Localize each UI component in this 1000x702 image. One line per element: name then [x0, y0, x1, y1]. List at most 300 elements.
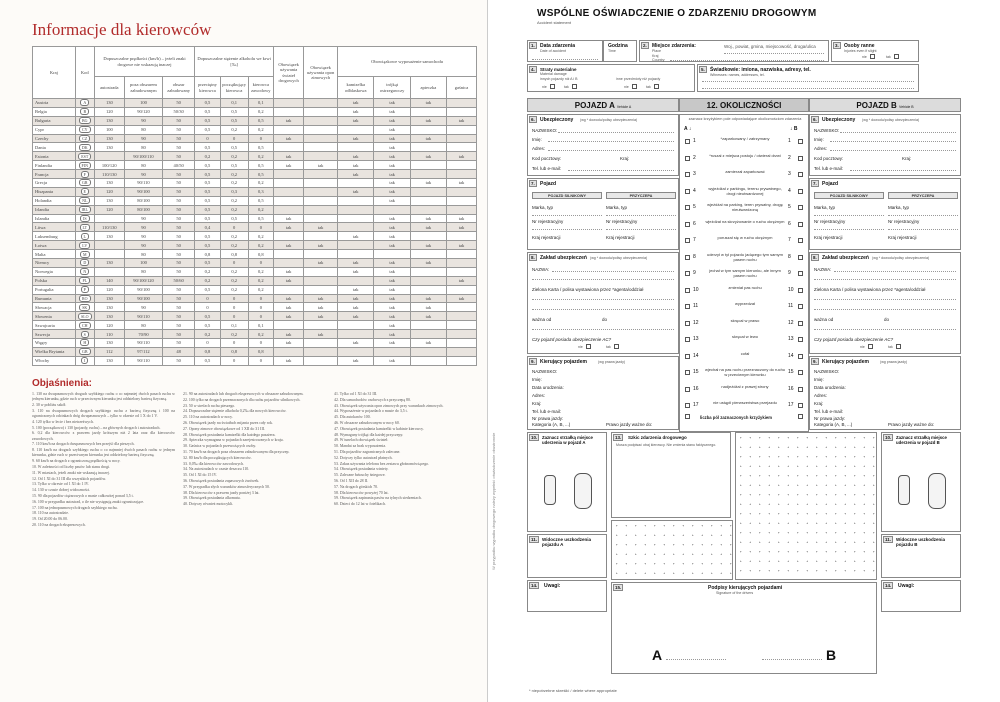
marka-label: Marka, typ — [814, 205, 836, 210]
signature-a-letter: A — [652, 647, 663, 663]
explanation-item: 7. 110 km/h na drogach dwupasmowych bez przejść dla pieszych. — [32, 442, 135, 447]
zielona-label: Zielona Karta / polisa wystawiona przez *agenta/oddział — [532, 287, 644, 292]
table-cell — [94, 250, 124, 259]
field-6a-insured[interactable] — [527, 114, 679, 176]
truck-outline-icon — [574, 473, 592, 509]
country-code-cell — [75, 170, 94, 179]
table-cell — [304, 250, 338, 259]
table-cell: 0 — [248, 312, 274, 321]
country-code: NL — [79, 197, 90, 204]
circumstance-text: jechał w tym samym kierunku, ale innym pasem ruchu — [709, 268, 781, 278]
field-number: 6. — [813, 117, 817, 122]
field-line — [532, 299, 674, 300]
table-cell: 50/30 — [163, 107, 195, 116]
table-cell: 0,2 — [220, 330, 248, 339]
circumstance-b-checkbox[interactable] — [798, 172, 803, 177]
table-cell: tak — [374, 99, 410, 108]
country-code: LV — [79, 242, 90, 249]
table-cell: tak — [338, 259, 374, 268]
th-equip-group: Obowiązkowe wyposażenie samochodu — [338, 47, 477, 77]
table-cell — [304, 347, 338, 356]
table-cell: tak — [274, 294, 304, 303]
table-cell: tak — [338, 187, 374, 196]
circumstance-a-checkbox[interactable] — [685, 139, 690, 144]
explanation-item: 9. 60 km/h na drogach z ograniczoną prędkością w nocy. — [32, 459, 121, 464]
signatures-sublabel: Signature of the drivers — [716, 591, 754, 595]
explanation-item: 37. W przypadku złych warunków atmosferycznych 50. — [183, 484, 270, 489]
tak-checkbox[interactable] — [896, 344, 901, 349]
circumstance-b-checkbox[interactable] — [798, 156, 803, 161]
country-code-cell — [75, 187, 94, 196]
field-2-country: Kraj — [652, 54, 659, 58]
explanation-item: 38. Dla kierowców z prawem jazdy poniżej 3 lat. — [183, 490, 260, 495]
field-9b-driver[interactable] — [809, 356, 961, 430]
table-cell: 110/130 — [94, 170, 124, 179]
table-cell: 50 — [163, 187, 195, 196]
table-cell: 120 — [94, 107, 124, 116]
page-title: Informacje dla kierowców — [32, 20, 212, 39]
tak-checkbox[interactable] — [654, 84, 659, 89]
country-code-cell — [75, 330, 94, 339]
table-cell — [304, 232, 338, 241]
table-cell: tak — [447, 241, 477, 250]
country-code-cell — [75, 321, 94, 330]
circumstance-a-checkbox[interactable] — [685, 304, 690, 309]
table-cell — [274, 170, 304, 179]
imie-label: Imię: — [814, 137, 824, 142]
field-9a-sublabel: (wg prawa jazdy) — [598, 360, 626, 364]
circumstance-number: 14 — [693, 352, 699, 359]
field-number: 11. — [531, 537, 538, 542]
explanations — [32, 392, 477, 696]
circumstance-b-checkbox[interactable] — [798, 222, 803, 227]
field-3-injuries[interactable] — [831, 40, 919, 62]
field-number: 8. — [813, 255, 817, 260]
field-line — [606, 215, 676, 216]
table-cell: 80/100 — [124, 196, 162, 205]
nr-rej-label: Nr rejestracyjny — [532, 219, 564, 224]
field-5-witnesses[interactable] — [697, 64, 919, 92]
table-cell: 80/100 — [124, 205, 162, 214]
explanations-column-2 — [183, 392, 326, 696]
table-cell: tak — [374, 339, 410, 348]
nazwisko-label: NAZWISKO: — [814, 128, 840, 133]
th-gasnica: gaśnica — [447, 77, 477, 99]
table-cell: 0,1 — [248, 99, 274, 108]
table-cell: 0,2 — [248, 107, 274, 116]
circumstance-a-checkbox[interactable] — [685, 255, 690, 260]
field-14b-notes[interactable] — [881, 580, 961, 612]
circumstance-row — [680, 350, 810, 366]
circumstance-number: 15 — [693, 369, 699, 375]
country-code: RO — [79, 295, 91, 302]
table-cell: tak — [374, 152, 410, 161]
country-code: P — [81, 286, 89, 293]
nie-checkbox[interactable] — [586, 344, 591, 349]
field-line — [814, 279, 956, 280]
table-cell: 0,1 — [220, 321, 248, 330]
sketch-area[interactable] — [611, 432, 877, 580]
tel-label: Tel. lub e-mail: — [532, 409, 562, 414]
circumstance-a-checkbox[interactable] — [685, 337, 690, 342]
country-name: Niemcy — [33, 259, 76, 268]
country-code-cell — [75, 134, 94, 143]
circumstance-number: 11 — [693, 303, 699, 309]
field-14a-notes[interactable] — [527, 580, 607, 612]
circumstance-b-checkbox[interactable] — [798, 403, 803, 408]
table-cell: 0,2 — [248, 285, 274, 294]
table-cell: 0,2 — [248, 330, 274, 339]
sketch-grid[interactable] — [735, 432, 877, 580]
field-4-damage[interactable] — [527, 64, 695, 92]
table-cell: 50 — [163, 134, 195, 143]
motor-vehicle-header: POJAZD SILNIKOWY — [814, 192, 884, 199]
table-cell: 80 — [124, 267, 162, 276]
circumstance-number: 6 — [788, 220, 791, 227]
circumstance-a-checkbox[interactable] — [685, 271, 690, 276]
circumstance-a-checkbox[interactable] — [685, 172, 690, 177]
circumstances-intro: zaznacz krzyżykiem pole odpowiadające okolicznościom zdarzenia — [688, 117, 802, 121]
explanation-item: 33. 0,0‰ dla kierowców zawodowych. — [183, 461, 245, 466]
circumstance-b-checkbox[interactable] — [798, 321, 803, 326]
field-7a-vehicle[interactable] — [527, 178, 679, 250]
country-code-cell — [75, 250, 94, 259]
table-cell: 50 — [163, 285, 195, 294]
circumstances-header — [679, 98, 809, 112]
table-cell: 90/110 — [124, 339, 162, 348]
country-code: EST — [78, 153, 91, 160]
field-10a-impact[interactable] — [527, 432, 607, 532]
table-cell — [447, 125, 477, 134]
table-cell — [304, 276, 338, 285]
circumstance-a-checkbox[interactable] — [685, 403, 690, 408]
table-cell: 0,5 — [195, 205, 221, 214]
table-cell: tak — [338, 303, 374, 312]
nie-checkbox[interactable] — [870, 54, 875, 59]
country-code: IS — [80, 215, 90, 222]
circumstance-b-checkbox[interactable] — [798, 370, 803, 375]
nazwisko-label: NAZWISKO: — [532, 369, 558, 374]
country-code-cell — [75, 107, 94, 116]
field-line — [724, 53, 824, 54]
country-code: CH — [79, 322, 91, 329]
table-cell: tak — [374, 294, 410, 303]
table-cell: 0 — [248, 134, 274, 143]
circumstance-text: *zaparkowany / zatrzymany — [720, 136, 770, 141]
wazna-label: ważna od — [814, 317, 834, 322]
circumstance-row — [680, 152, 810, 168]
field-8b-insurer[interactable] — [809, 252, 961, 354]
field-4-line1: innych pojazdy niż A i B — [540, 77, 578, 81]
field-6b-sublabel: (wg * dowodu/polisy ubezpieczenia) — [862, 118, 920, 122]
country-name: Słowenia — [33, 312, 76, 321]
table-cell — [410, 276, 446, 285]
kod-label: Kod pocztowy: — [814, 156, 844, 161]
table-cell: 0 — [195, 294, 221, 303]
explanation-item: 15. 90 dla pojazdów ciężarowych o masie całkowitej ponad 3,5 t. — [32, 493, 134, 498]
explanation-item: 22. 100 tylko na drogach przeznaczonych dla ruchu pojazdów silnikowych. — [183, 397, 301, 402]
sketch-grid-lower[interactable] — [611, 520, 733, 580]
circumstance-number: 10 — [693, 286, 699, 293]
table-cell: 0,5 — [220, 161, 248, 170]
explanation-item: 25. 110 na autostradach w nocy. — [183, 415, 233, 420]
table-cell: tak — [447, 116, 477, 125]
table-cell: 110/130 — [94, 223, 124, 232]
nie-checkbox[interactable] — [632, 84, 637, 89]
field-line — [830, 141, 956, 142]
table-cell: 130 — [94, 99, 124, 108]
circumstance-number: 11 — [788, 303, 794, 309]
country-name: Włochy — [33, 356, 76, 365]
table-cell: tak — [374, 303, 410, 312]
table-cell: 90/110 — [124, 179, 162, 188]
field-11a-damage[interactable] — [527, 534, 607, 578]
table-cell — [447, 187, 477, 196]
adres-label: Adres: — [814, 393, 828, 398]
table-cell: 120 — [94, 187, 124, 196]
field-14a-label: Uwagi: — [544, 583, 561, 589]
table-cell: 50 — [163, 223, 195, 232]
country-code-cell — [75, 356, 94, 365]
explanation-item: 24. Dopuszczalne stężenie alkoholu 0,2‰ dla nowych kierowców. — [183, 409, 287, 414]
table-cell — [410, 196, 446, 205]
tak-checkbox[interactable] — [614, 344, 619, 349]
field-9a-driver[interactable] — [527, 356, 679, 430]
table-cell: 0,8 — [248, 347, 274, 356]
signature-a-line[interactable] — [666, 659, 726, 660]
field-1-time[interactable] — [603, 40, 637, 62]
country-code-cell — [75, 152, 94, 161]
circumstance-a-checkbox[interactable] — [685, 238, 690, 243]
circumstance-number: 12 — [693, 319, 699, 326]
field-line — [834, 271, 956, 272]
country-code-cell — [75, 267, 94, 276]
country-code-cell — [75, 312, 94, 321]
circumstance-b-checkbox[interactable] — [798, 255, 803, 260]
circumstance-text: skręcał w prawo — [730, 317, 760, 323]
explanation-item: 4. 120 tylko w lecie i bez nietrzeźwych. — [32, 419, 94, 424]
table-cell: tak — [338, 107, 374, 116]
circumstance-a-checkbox[interactable] — [685, 156, 690, 161]
table-cell: tak — [374, 161, 410, 170]
country-code-cell — [75, 347, 94, 356]
table-cell: 0 — [248, 259, 274, 268]
table-row — [33, 312, 477, 321]
count-a-box[interactable] — [685, 414, 690, 419]
table-cell: tak — [374, 276, 410, 285]
field-number: 2. — [643, 43, 647, 48]
field-7b-label: Pojazd — [822, 181, 839, 187]
table-cell — [410, 143, 446, 152]
circumstance-b-checkbox[interactable] — [798, 337, 803, 342]
nie-checkbox[interactable] — [550, 84, 555, 89]
table-cell — [94, 241, 124, 250]
nr-prawa-label: Nr prawa jazdy: — [532, 416, 564, 421]
table-cell — [447, 356, 477, 365]
nie-checkbox[interactable] — [868, 344, 873, 349]
field-8a-sublabel: (wg * dowodu/polisy ubezpieczenia) — [590, 256, 648, 260]
table-cell — [338, 223, 374, 232]
country-code: GB — [79, 348, 91, 355]
table-cell: tak — [274, 356, 304, 365]
table-cell: 0,5 — [195, 285, 221, 294]
table-cell — [410, 347, 446, 356]
field-line — [552, 271, 674, 272]
table-cell: tak — [338, 170, 374, 179]
table-cell: 120 — [94, 321, 124, 330]
table-cell — [338, 241, 374, 250]
circumstance-a-checkbox[interactable] — [685, 189, 690, 194]
table-cell: tak — [274, 339, 304, 348]
table-cell: 130 — [94, 303, 124, 312]
circumstance-b-checkbox[interactable] — [798, 271, 803, 276]
table-cell: 130 — [94, 294, 124, 303]
table-cell: 0,5 — [220, 143, 248, 152]
country-code: FIN — [79, 162, 91, 169]
table-cell: tak — [274, 161, 304, 170]
country-code: M — [80, 251, 90, 258]
field-11b-damage[interactable] — [881, 534, 961, 578]
field-10b-impact[interactable] — [881, 432, 961, 532]
table-cell: tak — [274, 116, 304, 125]
table-cell: 0 — [220, 294, 248, 303]
table-cell: tak — [374, 107, 410, 116]
table-cell — [274, 321, 304, 330]
th-opony: Obowiązek używania opon zimowych — [304, 47, 338, 99]
godzina-sublabel: Time — [608, 49, 616, 53]
field-1-date[interactable] — [527, 40, 603, 62]
circumstance-text: nadjeżdżał z prawej strony — [721, 383, 769, 389]
table-cell — [304, 356, 338, 365]
field-9b-label: Kierujący pojazdem — [822, 359, 869, 365]
table-cell — [410, 170, 446, 179]
explanation-item: 54. Obowiązek posiadania winiety. — [334, 467, 389, 472]
table-row — [33, 170, 477, 179]
table-cell: tak — [410, 241, 446, 250]
country-code-cell — [75, 294, 94, 303]
circumstance-row — [680, 333, 810, 349]
field-8a-insurer[interactable] — [527, 252, 679, 354]
circumstance-b-checkbox[interactable] — [798, 387, 803, 392]
field-line — [532, 329, 674, 330]
explanations-column-3 — [334, 392, 477, 696]
circumstance-b-checkbox[interactable] — [798, 238, 803, 243]
table-cell: tak — [304, 161, 338, 170]
signature-b-line[interactable] — [762, 659, 822, 660]
imie-label: Imię: — [814, 377, 824, 382]
explanation-item: 3. 110 na dwupasmowych drogach szybkiego ruchu z barierą fizyczną i 100 na ograniczonych odcinkach dróg dwupasmowych – tylko w okresie od 1 X do 1 V. — [32, 408, 175, 418]
country-code: CZ — [79, 135, 90, 142]
circumstance-a-checkbox[interactable] — [685, 387, 690, 392]
kod-label: Kod pocztowy: — [532, 156, 562, 161]
circumstance-b-checkbox[interactable] — [798, 139, 803, 144]
explanation-item: 55. Zalecane łańcuchy śniegowe. — [334, 473, 386, 478]
field-number: 1. — [531, 43, 535, 48]
table-row — [33, 214, 477, 223]
table-cell: 90/120 — [124, 107, 162, 116]
field-9b-sublabel: (wg prawa jazdy) — [880, 360, 908, 364]
field-6b-insured[interactable] — [809, 114, 961, 176]
table-cell — [447, 267, 477, 276]
explanation-item: 49. W tunelach obowiązek świateł. — [334, 438, 389, 443]
table-cell — [94, 152, 124, 161]
country-name: Hiszpania — [33, 187, 76, 196]
explanation-item: 32. 80 km/h dla początkujących kierowców. — [183, 455, 252, 460]
tak-checkbox[interactable] — [572, 84, 577, 89]
country-name: Szwajcaria — [33, 321, 76, 330]
table-cell — [410, 285, 446, 294]
circumstance-b-checkbox[interactable] — [798, 304, 803, 309]
table-cell — [338, 205, 374, 214]
table-cell: 0,2 — [220, 232, 248, 241]
table-cell — [374, 250, 410, 259]
explanation-item: 57. Na drogach górskich 70. — [334, 484, 379, 489]
circumstance-a-checkbox[interactable] — [685, 321, 690, 326]
circumstance-b-checkbox[interactable] — [798, 189, 803, 194]
table-cell — [304, 134, 338, 143]
country-code-cell — [75, 99, 94, 108]
field-6a-sublabel: (wg * dowodu/polisy ubezpieczenia) — [580, 118, 638, 122]
explanation-item: 28. Obowiązek posiadania kamizelki dla każdego pasażera. — [183, 432, 276, 437]
table-cell: tak — [447, 152, 477, 161]
explanation-item: 10. W zależności od liczby pasów lub stanu drogi. — [32, 464, 111, 469]
explanation-item: 18. 110 na autostradzie. — [32, 511, 69, 516]
circumstance-a-checkbox[interactable] — [685, 288, 690, 293]
table-cell: 90/100/110 — [124, 152, 162, 161]
field-7b-vehicle[interactable] — [809, 178, 961, 250]
ac-question: Czy pojazd posiada ubezpieczenie AC? — [814, 337, 894, 342]
circumstance-a-checkbox[interactable] — [685, 354, 690, 359]
table-cell — [274, 259, 304, 268]
tak-label: tak — [646, 85, 651, 89]
explanation-item: 59. Obowiązek zapinania pasów na tylnych siedzeniach. — [334, 496, 422, 501]
table-row — [33, 356, 477, 365]
circumstance-a-checkbox[interactable] — [685, 370, 690, 375]
table-cell: 50 — [163, 196, 195, 205]
table-cell — [274, 143, 304, 152]
nr-rej-label: Nr rejestracyjny — [606, 219, 638, 224]
circumstance-a-checkbox[interactable] — [685, 205, 690, 210]
circumstance-text: nie ustąpił pierwszeństwa przejazdu — [713, 400, 777, 405]
table-cell — [304, 214, 338, 223]
country-code-cell — [75, 179, 94, 188]
explanation-item: 56. Od 1 XII do 28 II. — [334, 478, 369, 483]
country-name: Belgia — [33, 107, 76, 116]
nie-label: nie — [862, 55, 867, 59]
table-cell: tak — [338, 267, 374, 276]
table-cell: tak — [338, 356, 374, 365]
tak-checkbox[interactable] — [894, 54, 899, 59]
circumstance-a-checkbox[interactable] — [685, 222, 690, 227]
circumstance-b-checkbox[interactable] — [798, 288, 803, 293]
count-b-box[interactable] — [798, 414, 803, 419]
circumstance-b-checkbox[interactable] — [798, 205, 803, 210]
field-number: 13. — [615, 435, 622, 440]
table-cell — [410, 125, 446, 134]
form-subtitle: Accident statement — [537, 20, 572, 25]
field-2-place[interactable] — [639, 40, 829, 62]
circumstance-number: 4 — [693, 187, 696, 194]
field-15-signatures[interactable] — [611, 582, 877, 674]
table-row — [33, 330, 477, 339]
circumstance-b-checkbox[interactable] — [798, 354, 803, 359]
country-code: SK — [79, 304, 90, 311]
table-cell: tak — [374, 179, 410, 188]
table-cell: tak — [274, 223, 304, 232]
country-code: GR — [79, 179, 91, 186]
field-number: 7. — [531, 181, 535, 186]
explanation-item: 45. Dla autokarów 100. — [334, 415, 371, 420]
